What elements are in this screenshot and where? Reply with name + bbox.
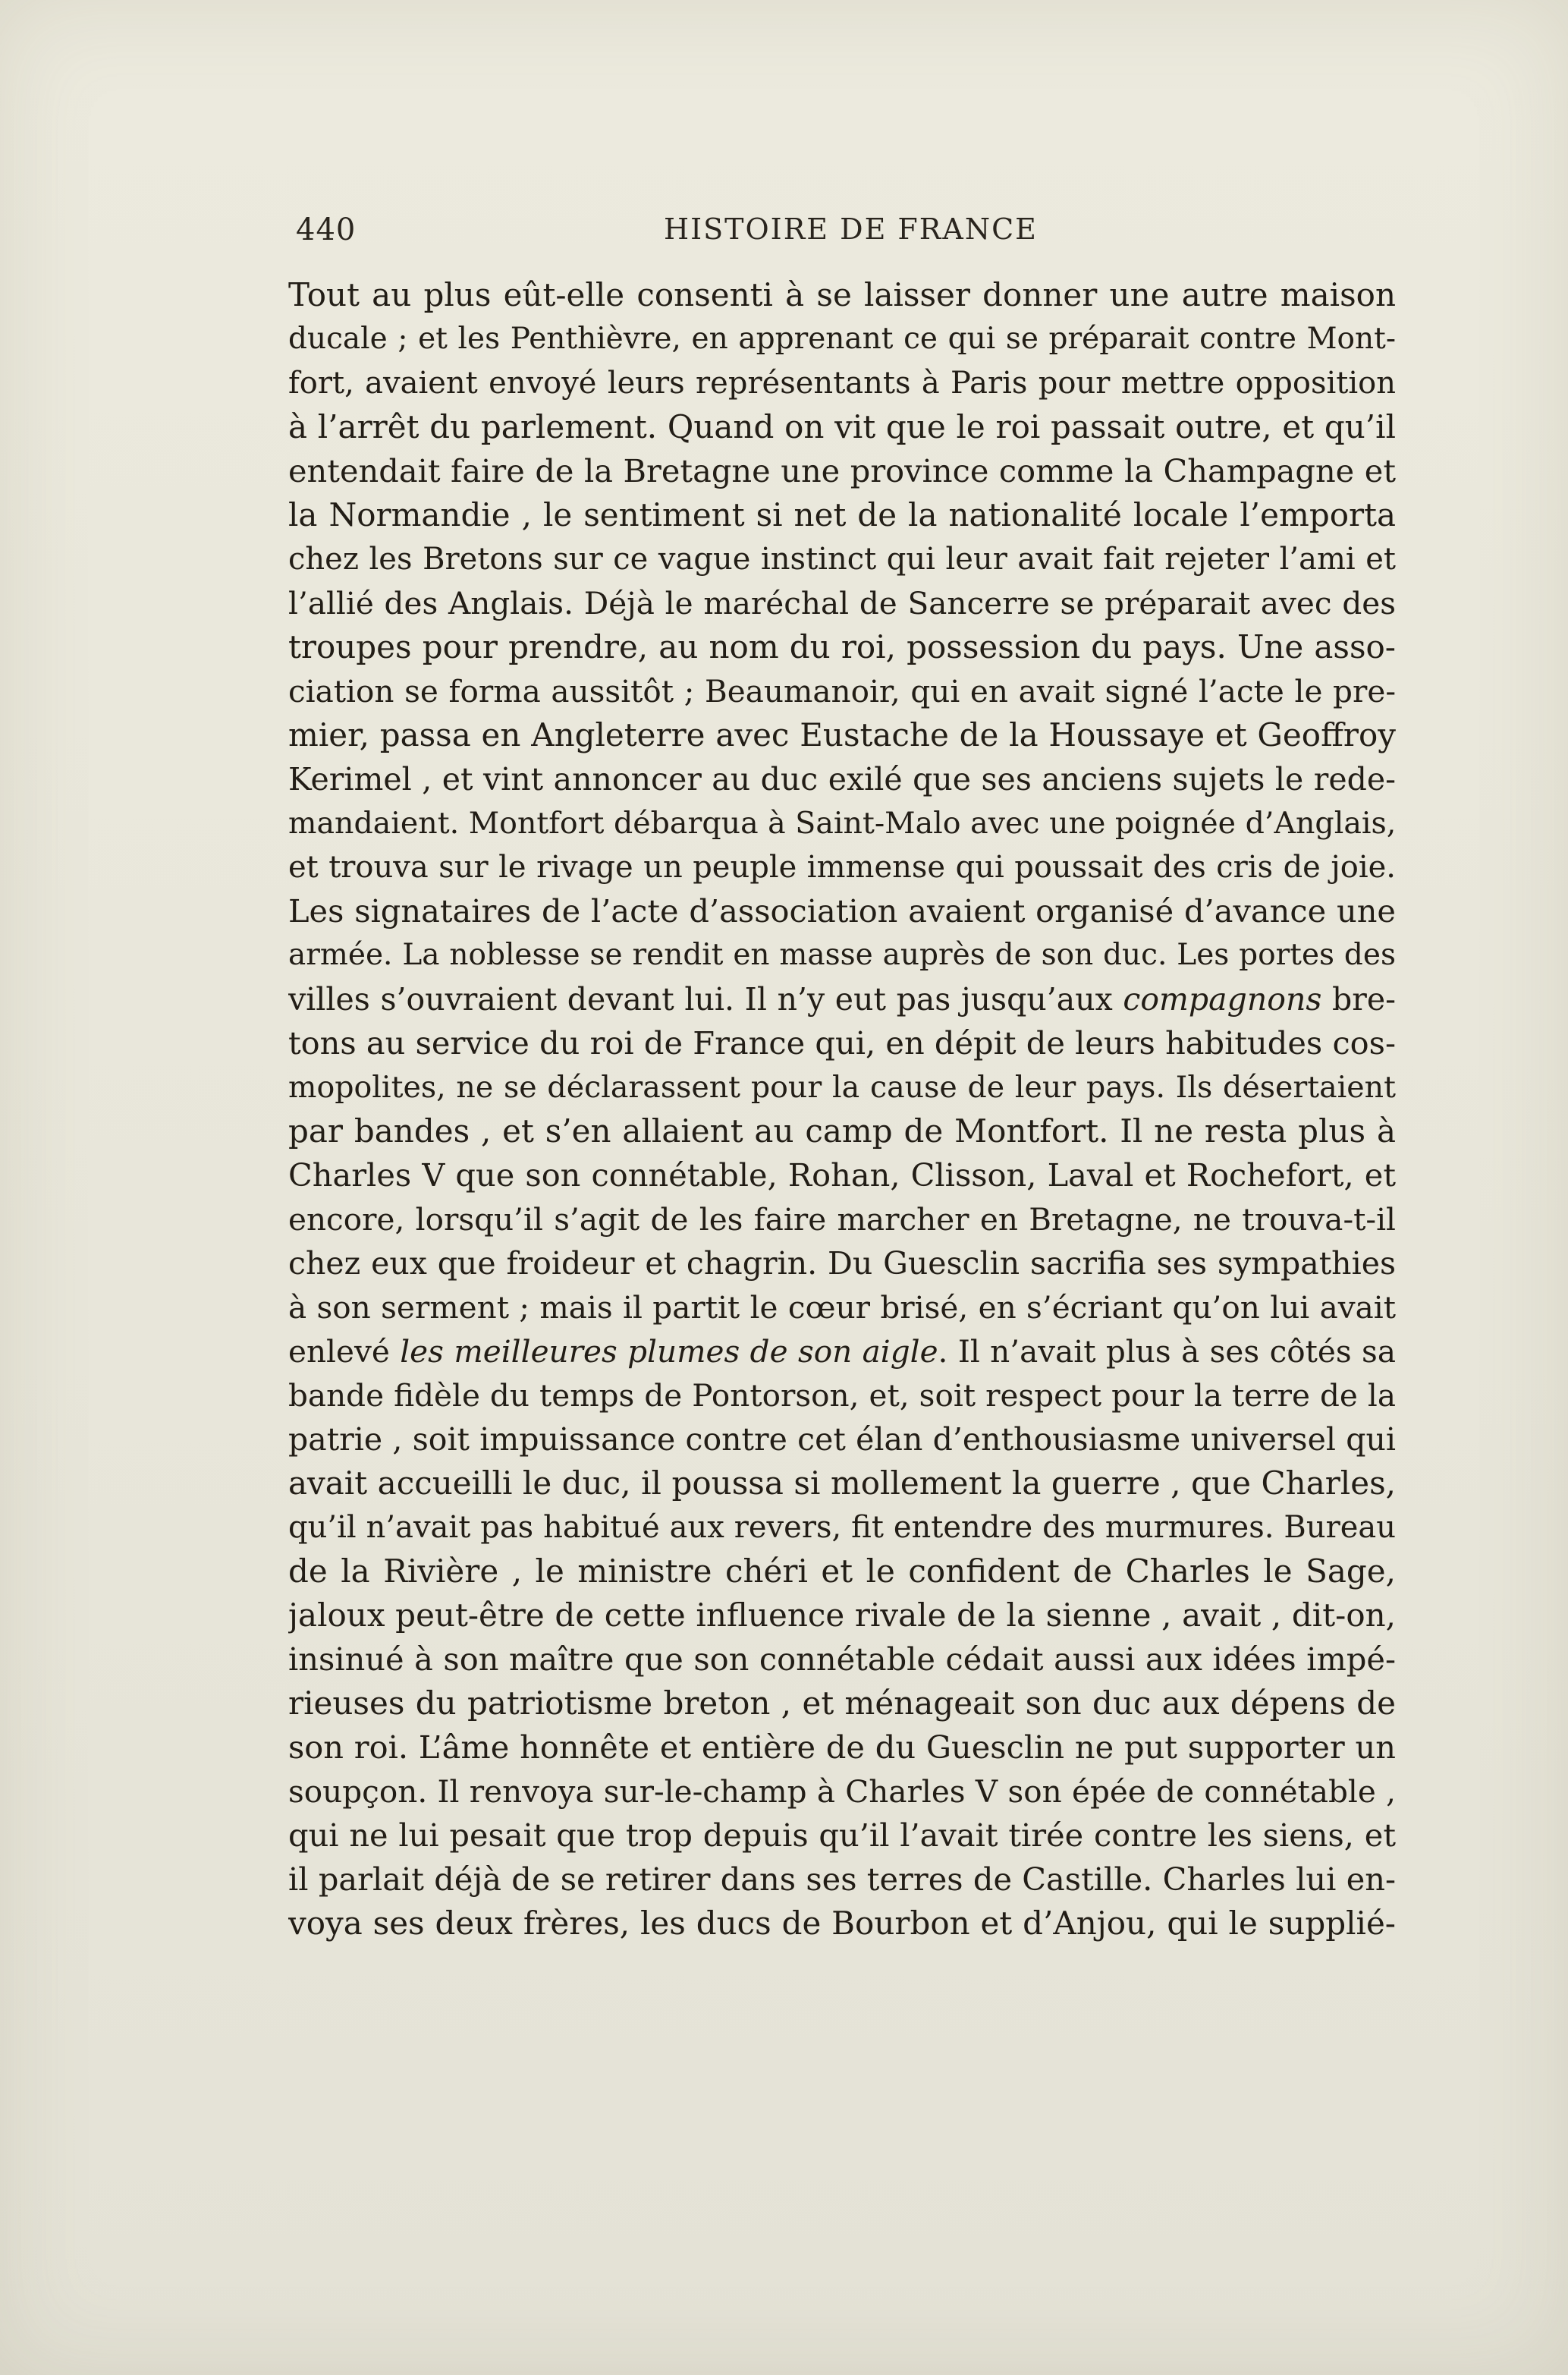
text-line: Charles V que son connétable, Rohan, Clisson, Laval et Rochefort, et	[288, 1156, 1396, 1194]
text-line: armée. La noblesse se rendit en masse auprès de son duc. Les portes des	[288, 938, 1396, 972]
text-segment: enlevé	[288, 1333, 401, 1370]
text-line: avait accueilli le duc, il poussa si mollement la guerre , que Charles,	[288, 1464, 1396, 1502]
text-line: jaloux peut-être de cette influence rivale de la sienne , avait , dit-on,	[288, 1596, 1396, 1634]
text-line: la Normandie , le sentiment si net de la nationalité locale l’emporta	[288, 496, 1396, 533]
text-line: voya ses deux frères, les ducs de Bourbon et d’Anjou, qui le supplié-	[288, 1905, 1396, 1942]
text-line: par bandes , et s’en allaient au camp de Montfort. Il ne resta plus à	[288, 1112, 1396, 1150]
text-line: Kerimel , et vint annoncer au duc exilé que ses anciens sujets le rede-	[288, 761, 1396, 797]
text-line: à l’arrêt du parlement. Quand on vit que le roi passait outre, et qu’il	[288, 408, 1396, 445]
text-line: et trouva sur le rivage un peuple immense qui poussait des cris de joie.	[288, 850, 1396, 885]
page-number: 440	[296, 212, 357, 247]
text-line: mandaient. Montfort débarqua à Saint-Malo avec une poignée d’Anglais,	[288, 806, 1396, 841]
running-title: HISTOIRE DE FRANCE	[664, 212, 1038, 246]
text-line: encore, lorsqu’il s’agit de les faire marcher en Bretagne, ne trouva-t-il	[288, 1201, 1396, 1238]
text-line	[288, 1329, 1396, 1373]
body-text	[288, 273, 1396, 1946]
text-line: ducale ; et les Penthièvre, en apprenant ce qui se préparait contre Mont-	[288, 322, 1396, 356]
text-line: entendait faire de la Bretagne une province comme la Champagne et	[288, 452, 1396, 489]
text-line: soupçon. Il renvoya sur-le-champ à Charles V son épée de connétable ,	[288, 1773, 1396, 1810]
running-head	[296, 205, 1396, 258]
text-line: l’allié des Anglais. Déjà le maréchal de Sancerre se préparait avec des	[288, 585, 1396, 621]
italic-phrase: compagnons	[1123, 981, 1322, 1018]
text-line: chez les Bretons sur ce vague instinct qui leur avait fait rejeter l’ami et	[288, 542, 1396, 577]
text-line: patrie , soit impuissance contre cet élan d’enthousiasme universel qui	[288, 1421, 1396, 1458]
text-line: ciation se forma aussitôt ; Beaumanoir, qui en avait signé l’acte le pre-	[288, 673, 1396, 709]
text-line: il parlait déjà de se retirer dans ses terres de Castille. Charles lui en-	[288, 1861, 1396, 1898]
text-line: tons au service du roi de France qui, en dépit de leurs habitudes cos-	[288, 1024, 1396, 1062]
text-line: mier, passa en Angleterre avec Eustache de la Houssaye et Geoffroy	[288, 716, 1396, 753]
text-line: rieuses du patriotisme breton , et ménageait son duc aux dépens de	[288, 1685, 1396, 1722]
text-line: qu’il n’avait pas habitué aux revers, fit entendre des murmures. Bureau	[288, 1510, 1396, 1545]
text-line: Les signataires de l’acte d’association avaient organisé d’avance une	[288, 892, 1396, 930]
text-line	[288, 977, 1396, 1021]
text-line: son roi. L’âme honnête et entière de du Guesclin ne put supporter un	[288, 1729, 1396, 1766]
text-line: insinué à son maître que son connétable cédait aussi aux idées impé-	[288, 1640, 1396, 1678]
text-line: bande fidèle du temps de Pontorson, et, soit respect pour la terre de la	[288, 1377, 1396, 1414]
text-segment: . Il n’avait plus à ses côtés sa	[938, 1333, 1396, 1370]
italic-phrase: les meilleures plumes de son aigle	[400, 1333, 938, 1370]
text-line: qui ne lui pesait que trop depuis qu’il l’avait tirée contre les siens, et	[288, 1817, 1396, 1854]
text-line: à son serment ; mais il partit le cœur brisé, en s’écriant qu’on lui avait	[288, 1289, 1396, 1326]
text-line: chez eux que froideur et chagrin. Du Guesclin sacrifia ses sympathies	[288, 1245, 1396, 1282]
text-line: de la Rivière , le ministre chéri et le confident de Charles le Sage,	[288, 1552, 1396, 1590]
text-line: fort, avaient envoyé leurs représentants à Paris pour mettre opposition	[288, 366, 1396, 401]
text-segment: villes s’ouvraient devant lui. Il n’y eut pas jusqu’aux	[288, 981, 1123, 1018]
text-line: troupes pour prendre, au nom du roi, possession du pays. Une asso-	[288, 628, 1396, 665]
text-line: Tout au plus eût-elle consenti à se laisser donner une autre maison	[288, 276, 1396, 313]
text-segment: bre-	[1321, 981, 1396, 1018]
text-line: mopolites, ne se déclarassent pour la cause de leur pays. Ils désertaient	[288, 1070, 1396, 1105]
